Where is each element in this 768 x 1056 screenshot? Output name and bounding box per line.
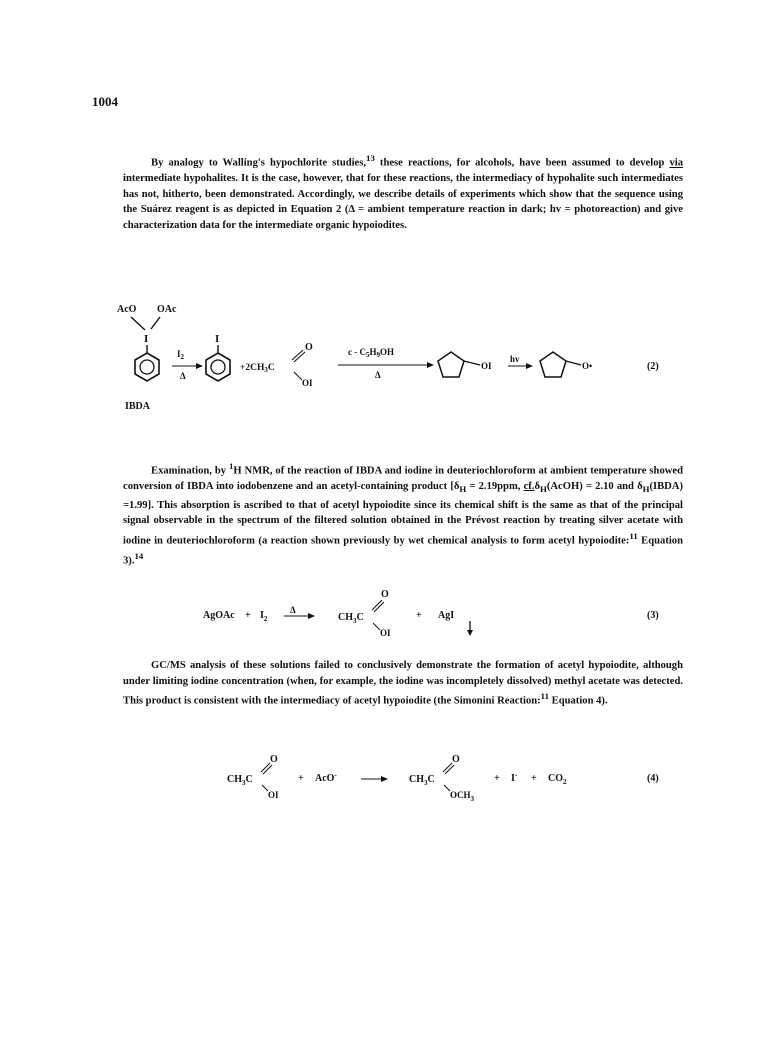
paragraph-nmr: Examination, by $^1$H NMR, of the reaction of IBDA and iodine in deuteriochloroform at ambient temperature showed conversion of IBDA into iodobenzene and an acetyl-containing product [$\delta_H = 2.19ppm$, $cf.\delta_H(AcOH) = 2.10$ and $\delta_H(IBDA) =1.99$]. This absorption is ascribed to that of acetyl hypoiodite since its chemical shift is the same as that of the principal signal observable in the spectrum of the filtered solution obtained in the Prévost reaction by treating silver acetate with iodine in deuteriochloroform (a reaction shown previously by wet chemical analysis to form acetyl hypoiodite:$^{11}$ Equation 3).$^{14}$ <box>123 461 684 567</box>
cf-underlined: cf. <box>523 481 535 493</box>
eq4-carbonyl2-bond-b <box>445 765 454 774</box>
methyl-acetate-label: $CH_3C$ <box>409 774 435 787</box>
iodide-anion: I- <box>511 771 518 784</box>
hv-label: hv <box>510 354 520 364</box>
plus-sign-2: + <box>416 610 422 621</box>
citation-11b: 11 <box>540 691 550 702</box>
ibda-label: IBDA <box>125 401 151 410</box>
eq4-plus-1: + <box>298 773 304 784</box>
silver-acetate: AgOAc <box>203 610 235 621</box>
eq4-carbonyl-oxygen: O <box>270 754 278 765</box>
cyclopentyl-oi-label: OI <box>481 361 492 371</box>
acetyl-hypoiodite-label: $CH_3C$ <box>338 612 364 625</box>
oac-label: OAc <box>157 304 177 315</box>
arrow-step3-head <box>526 363 533 369</box>
eq4-carbonyl-bond-a <box>261 763 270 772</box>
delta-step1: Δ <box>180 371 186 381</box>
acetyl-group-label: $+2CH_3C$ <box>240 363 275 374</box>
bond-oac-i <box>151 317 160 329</box>
equation-2-number: (2) <box>647 361 659 372</box>
citation-14: 14 <box>134 551 144 562</box>
aromatic-circle-ibda <box>140 360 154 374</box>
bond-ring-oi <box>464 361 480 365</box>
equation-2-svg <box>0 290 768 410</box>
delta-eq3: Δ <box>290 605 296 615</box>
eq4-oi-label: OI <box>268 790 279 800</box>
equation-2-scheme <box>0 290 768 410</box>
carbon-dioxide: $CO_2$ <box>548 773 567 786</box>
aco-label: AcO <box>117 304 137 315</box>
bond-ring-oxyl <box>566 361 581 365</box>
arrow-step2-head <box>427 362 434 368</box>
eq3-carbonyl-oxygen: O <box>381 589 389 600</box>
methoxy-label: $OCH_3$ <box>450 790 475 803</box>
eq4-plus-2: + <box>494 773 500 784</box>
eq4-carbonyl-bond-b <box>263 765 272 774</box>
benzene-ring-ibda <box>135 353 159 381</box>
aromatic-circle-iodobenzene <box>211 360 225 374</box>
equation-4-svg <box>0 752 768 812</box>
paragraph-intro: By analogy to Walling's hypochlorite studies,$^{13}$ these reactions, for alcohols, have been assumed to develop via intermediate hypohalites. It is the case, however, that for these reactions, the intermediacy of hypohalite such intermediates has not, hitherto, been demonstrated. Accordingly, we describe details of experiments which show that the sequence using the Suárez reagent is as depicted in Equation 2 (Δ = ambient temperature reaction in dark; hv = photoreaction) and give characterization data for the intermediate organic hypoiodites. <box>123 153 684 231</box>
eq4-acetyl-hypoiodite: $CH_3C$ <box>227 774 253 787</box>
paragraph-gcms: GC/MS analysis of these solutions failed to conclusively demonstrate the formation of acetyl hypoiodite, although under limiting iodine concentration (when, for example, the iodine was incompletely dissolved) methyl acetate was detected. This product is consistent with the intermediacy of acetyl hypoiodite (the Simonini Reaction:$^{11}$ Equation 4). <box>123 660 683 707</box>
equation-4-number: (4) <box>647 773 659 784</box>
silver-iodide: AgI <box>438 610 455 621</box>
iodine-reagent: $I_2$ <box>260 610 268 623</box>
carbonyl-oxygen: O <box>305 342 313 353</box>
reagent-cyclopentanol: c - $C_5H_9OH$ <box>348 347 395 359</box>
iodine-iodobenzene: I <box>215 333 220 345</box>
page-number: 1004 <box>92 94 118 109</box>
benzene-ring-iodobenzene <box>206 353 230 381</box>
equation-3-scheme <box>0 580 768 640</box>
cyclopentyl-ring-2 <box>540 352 566 377</box>
oi-label: OI <box>302 378 313 388</box>
iodine-ibda: I <box>144 333 149 345</box>
arrow-eq4-head <box>381 776 388 782</box>
eq4-plus-3: + <box>531 773 537 784</box>
eq4-carbonyl2-oxygen: O <box>452 754 460 765</box>
equation-3-number: (3) <box>647 610 659 621</box>
via-underlined: via <box>669 157 684 169</box>
eq4-carbonyl2-bond-a <box>443 763 452 772</box>
eq3-bond-c-oi <box>373 623 380 630</box>
bond-aco-i <box>131 317 145 330</box>
arrow-eq3-head <box>308 613 315 619</box>
cyclopentyl-ring-1 <box>438 352 464 377</box>
bond-c-oi <box>294 372 302 380</box>
citation-11: 11 <box>629 531 638 542</box>
oxyl-radical-label: O• <box>582 361 593 371</box>
delta-step2: Δ <box>375 370 381 380</box>
precipitate-arrow-head <box>467 630 473 636</box>
equation-3-svg <box>0 580 768 640</box>
plus-sign-1: + <box>245 610 251 621</box>
equation-4-scheme <box>0 752 768 812</box>
eq3-oi-label: OI <box>380 628 391 638</box>
acetate-anion: AcO- <box>315 771 337 784</box>
arrow-step1-head <box>196 363 203 369</box>
citation-13: 13 <box>366 153 375 163</box>
reagent-iodine: $I_2$ <box>177 349 185 361</box>
